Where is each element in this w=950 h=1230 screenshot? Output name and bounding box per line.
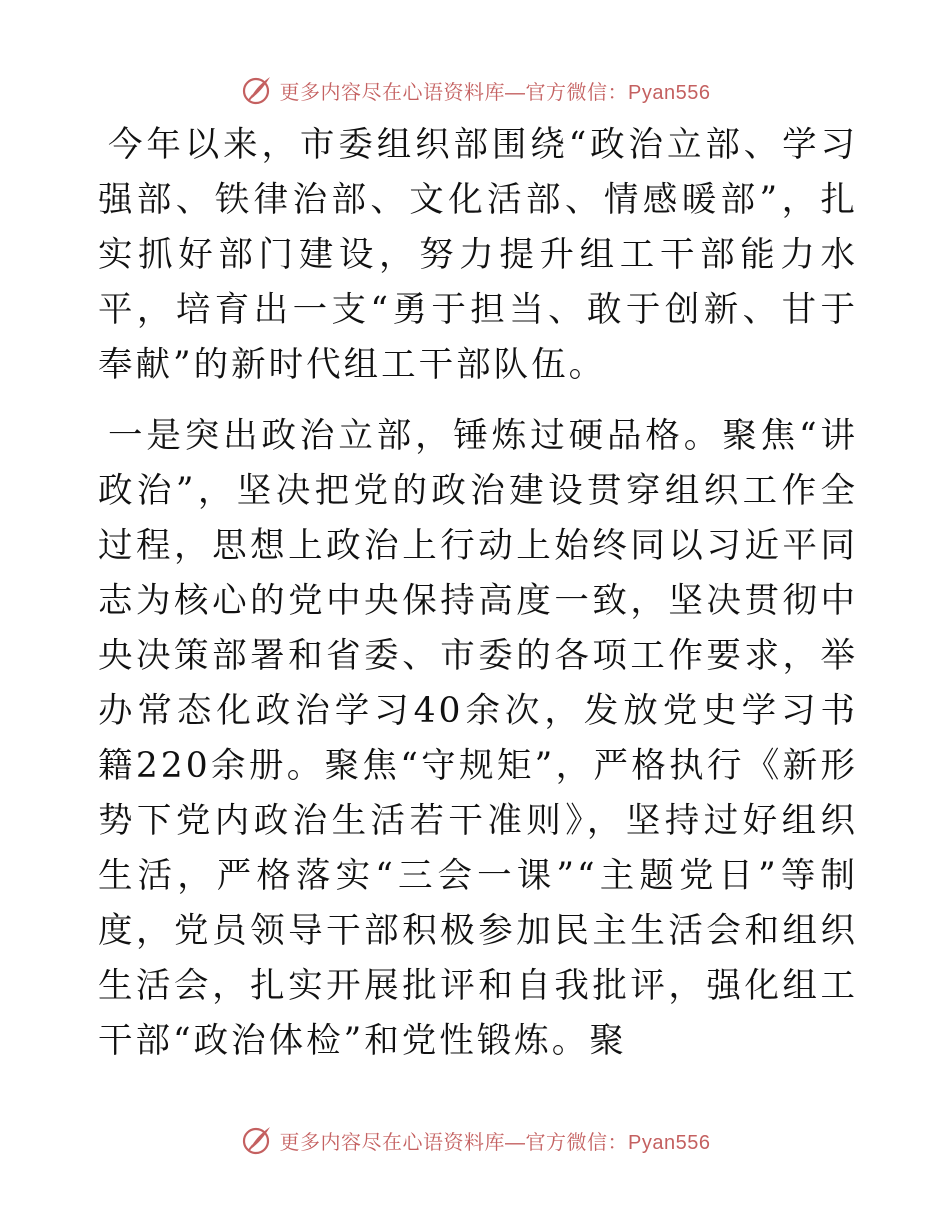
document-body <box>98 118 858 1069</box>
header-watermark <box>0 70 950 110</box>
watermark-text: 更多内容尽在心语资料库—官方微信：Pyan556 <box>279 1131 711 1154</box>
footer-watermark <box>0 1120 950 1160</box>
paragraph-intro: 今年以来，市委组织部围绕“政治立部、学习强部、铁律治部、文化活部、情感暖部”，扎实抓好部门建设，努力提升组工干部能力水平，培育出一支“勇于担当、敢于创新、甘于奉献”的新时代组工干部队伍。 <box>98 125 858 385</box>
quill-circle-logo-icon <box>240 73 274 107</box>
quill-circle-logo-icon <box>240 1123 274 1157</box>
watermark-text: 更多内容尽在心语资料库—官方微信：Pyan556 <box>279 81 711 104</box>
paragraph-political: 一是突出政治立部，锤炼过硬品格。聚焦“讲政治”，坚决把党的政治建设贯穿组织工作全过程，思想上政治上行动上始终同以习近平同志为核心的党中央保持高度一致，坚决贯彻中央决策部署和省委、市委的各项工作要求，举办常态化政治学习40余次，发放党史学习书籍220余册。聚焦“守规矩”，严格执行《新形势下党内政治生活若干准则》，坚持过好组织生活，严格落实“三会一课”“主题党日”等制度，党员领导干部积极参加民主生活会和组织生活会，扎实开展批评和自我批评，强化组工干部“政治体检”和党性锻炼。聚 <box>98 416 858 1061</box>
